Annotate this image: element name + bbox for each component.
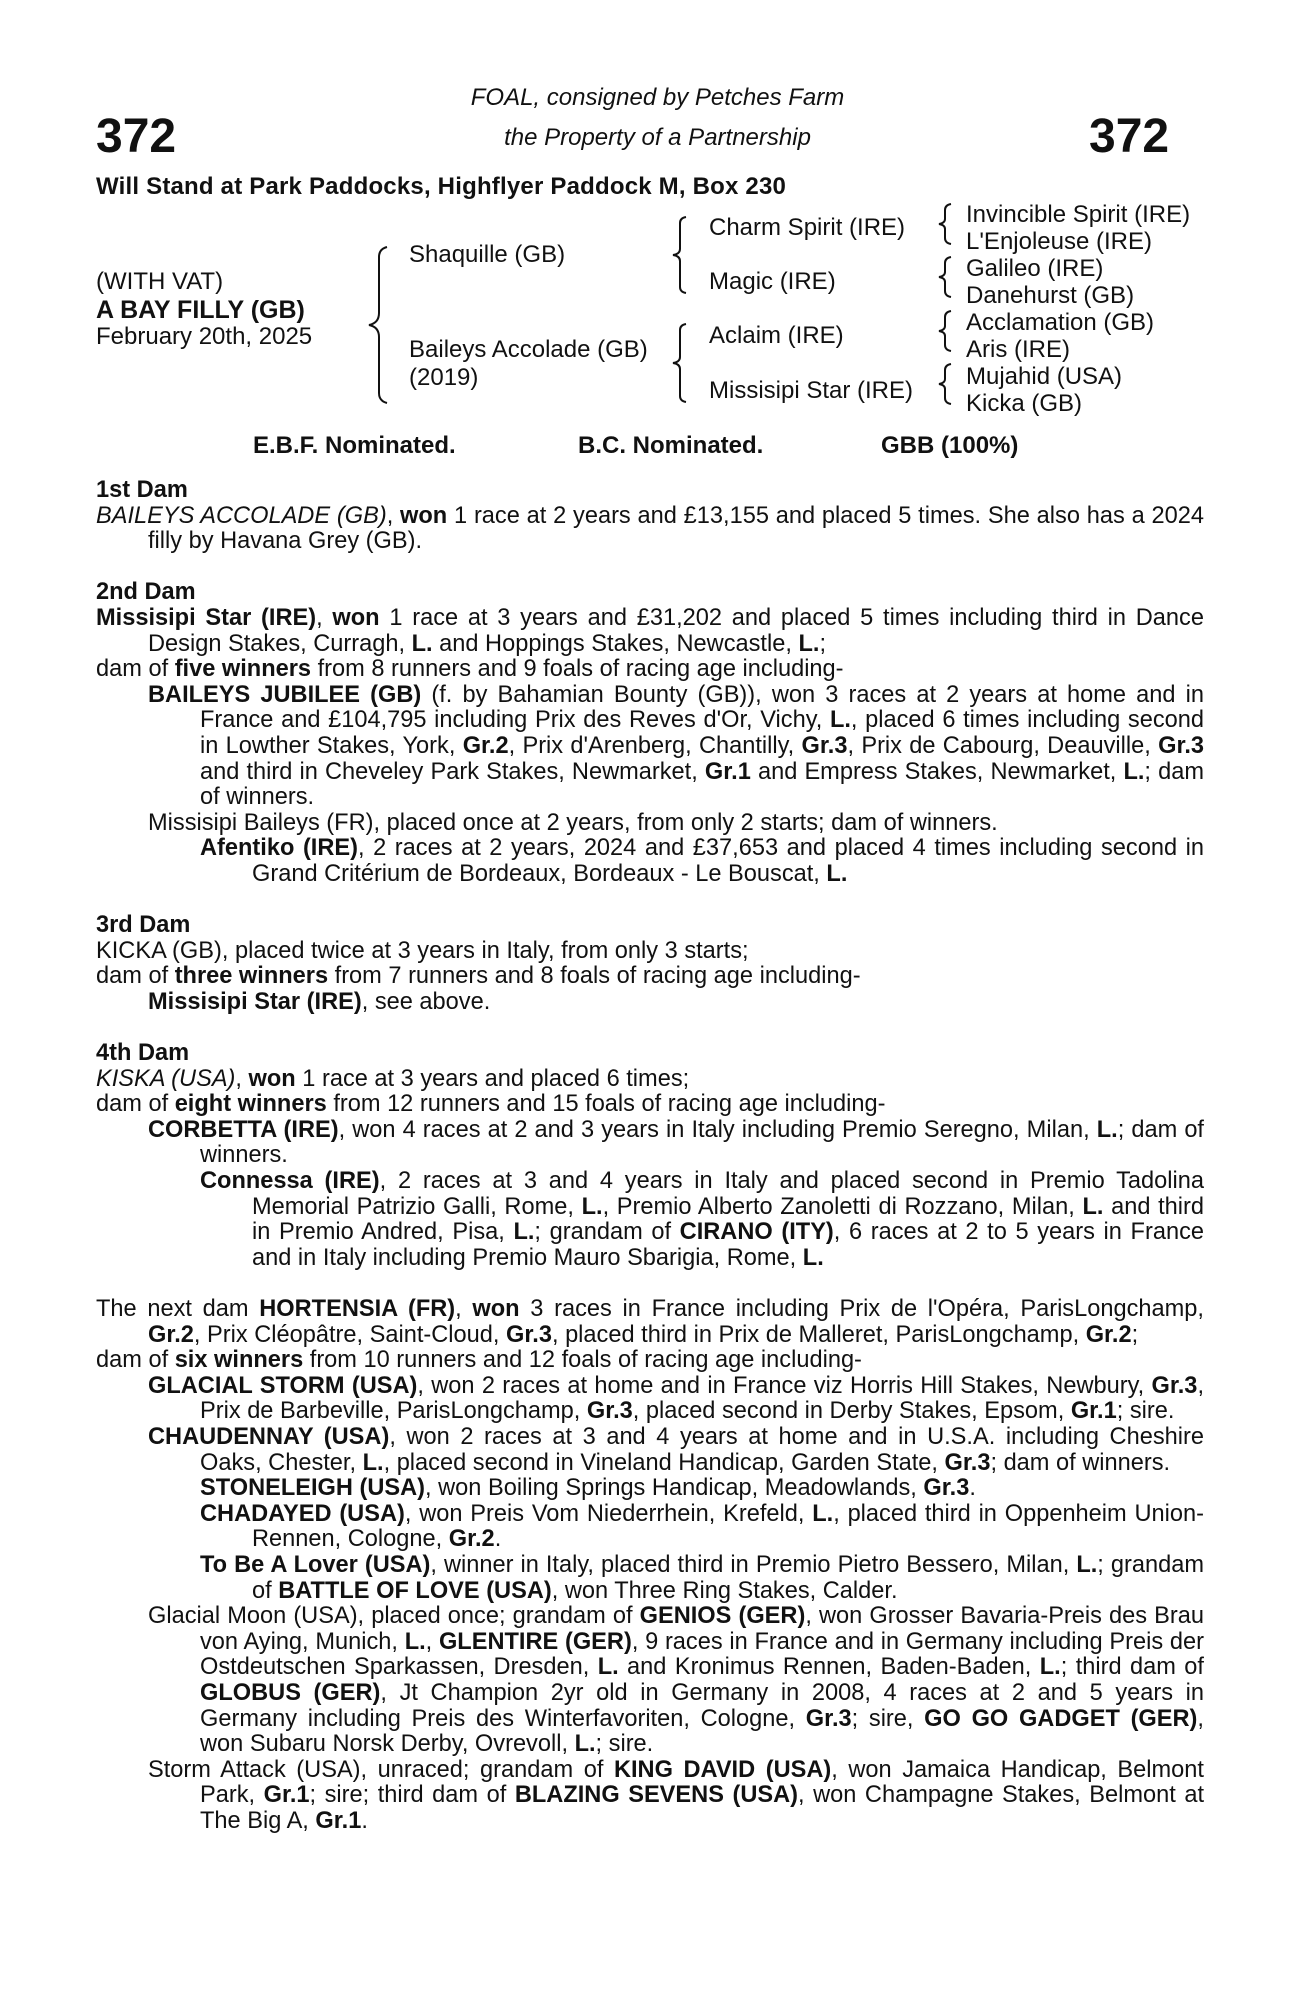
cd-text-3: . <box>494 1526 502 1553</box>
bc-nomination: B.C. Nominated. <box>578 432 764 459</box>
gm-text-7: , Jt Champion 2yr old in Germany in 2008, 4 races at 2 and 5 years in Germany including Preis des Winterfavoriten, Cologne, <box>200 1679 1205 1732</box>
go-go-gadget-name: GO GO GADGET (GER) <box>924 1705 1198 1732</box>
dam4-name: KISKA (USA) <box>96 1065 236 1092</box>
dam1-paragraph: BAILEYS ACCOLADE (GB), won 1 race at 2 years and £13,155 and placed 5 times. She also has a 2024 filly by Havana Grey (GB). <box>96 502 1204 555</box>
cd-text-2: , placed third in Oppenheim Union-Rennen, Cologne, <box>252 1500 1204 1553</box>
baileys-jubilee-entry <box>148 683 1204 811</box>
connessa-listed-4: L. <box>802 1244 824 1271</box>
dam2-won: won <box>332 604 380 631</box>
dam-name: Baileys Accolade (GB) <box>409 336 648 363</box>
tb-text-3: , won Three Ring Stakes, Calder. <box>551 1577 898 1604</box>
st-grade: Gr.3 <box>923 1475 970 1502</box>
corbetta-listed: L. <box>1096 1116 1118 1143</box>
dam-year: (2019) <box>409 364 479 391</box>
genios-name: GENIOS (GER) <box>639 1603 806 1630</box>
missisipi-star-text: , see above. <box>361 988 491 1015</box>
next-dam-of: dam of <box>96 1347 175 1374</box>
dam4-text: 1 race at 3 years and placed 6 times; <box>295 1065 690 1092</box>
gm-listed-1: L. <box>404 1628 426 1655</box>
dam-dam: Missisipi Star (IRE) <box>709 377 914 404</box>
connessa-text-3: and third in Premio Andred, Pisa, <box>252 1193 1205 1246</box>
missisipi-star-ref <box>96 990 1204 1016</box>
st-text-2: . <box>969 1475 976 1502</box>
connessa-text-5: , 6 races at 2 to 5 years in France and in Italy including Premio Mauro Sbarigia, Rome, <box>252 1219 1204 1271</box>
ancestor-2: L'Enjoleuse (IRE) <box>966 228 1152 255</box>
hortensia-grade-3: Gr.2 <box>1085 1321 1132 1348</box>
dam3-runners: from 7 runners and 8 foals of racing age including- <box>328 963 861 990</box>
to-be-a-lover-entry <box>200 1553 1204 1604</box>
chadayed-name: CHADAYED (USA) <box>200 1500 405 1527</box>
dam2-name: Missisipi Star (IRE) <box>96 604 317 631</box>
pedigree-brace-g3 <box>936 309 956 353</box>
gs-text-3: , placed second in Derby Stakes, Epsom, <box>632 1398 1071 1425</box>
hortensia-won: won <box>472 1296 520 1322</box>
lot-number-right: 372 <box>1089 110 1170 163</box>
connessa-listed-3: L. <box>513 1219 535 1246</box>
ch-text-1: , won 2 races at 3 and 4 years at home and in U.S.A. including Cheshire Oaks, Chester, <box>200 1423 1204 1476</box>
dam2-paragraph: Missisipi Star (IRE), won 1 race at 3 years and £31,202 and placed 5 times including third in Dance Design Stakes, Curragh, L. and Hoppings Stakes, Newcastle, L.; <box>96 604 1204 657</box>
dam2-text-3: ; <box>819 630 826 657</box>
connessa-entry <box>200 1169 1204 1271</box>
blazing-sevens-name: BLAZING SEVENS (USA) <box>514 1782 799 1809</box>
dam2-listed-2: L. <box>798 630 820 657</box>
dam2-text-1: 1 race at 3 years and £31,202 and placed 5 times including third in Dance Design Stakes, Curragh, <box>148 604 1204 657</box>
tb-text-2: ; grandam of <box>252 1551 1204 1604</box>
ancestor-4: Danehurst (GB) <box>966 282 1135 309</box>
corbetta-entry <box>148 1118 1204 1169</box>
dam4-produce-line <box>96 1092 1204 1118</box>
horse-name: A BAY FILLY (GB) <box>96 296 305 324</box>
next-produce-line <box>96 1348 1204 1374</box>
connessa-text-2: , Premio Alberto Zanoletti di Rozzano, Milan, <box>602 1193 1083 1220</box>
gm-text-4: , 9 races in France and in Germany including Preis der Ostdeutschen Sparkassen, Dresden, <box>200 1628 1204 1681</box>
dam2-dam-of: dam of <box>96 656 175 683</box>
missisipi-baileys-entry: Missisipi Baileys (FR), placed once at 2 years, from only 2 starts; dam of winners. <box>148 809 998 836</box>
gs-grade-2: Gr.3 <box>586 1398 633 1425</box>
ch-text-2: , placed second in Vineland Handicap, Garden State, <box>383 1449 945 1476</box>
afentiko-text: , 2 races at 2 years, 2024 and £37,653 and placed 4 times including second in Grand Critérium de Bordeaux, Bordeaux - Le Bouscat, <box>252 835 1205 887</box>
jubilee-grade-4: Gr.1 <box>704 758 751 785</box>
sire-dam: Magic (IRE) <box>709 268 836 295</box>
corbetta-text-2: ; dam of winners. <box>200 1116 1204 1169</box>
pedigree-brace-main <box>365 245 395 405</box>
vat-label: (WITH VAT) <box>96 268 224 295</box>
dam2-text-2: and Hoppings Stakes, Newcastle, <box>432 630 799 657</box>
ancestor-7: Mujahid (USA) <box>966 363 1123 390</box>
glacial-moon-entry <box>148 1604 1204 1758</box>
location-line: Will Stand at Park Paddocks, Highflyer Paddock M, Box 230 <box>96 173 787 200</box>
ebf-nomination: E.B.F. Nominated. <box>253 432 456 459</box>
section-2nd-dam-heading: 2nd Dam <box>96 579 196 606</box>
jubilee-text-3: , Prix d'Arenberg, Chantilly, <box>508 732 802 759</box>
pedigree-brace-dam <box>670 322 690 404</box>
st-text-1: , won Boiling Springs Handicap, Meadowlands, <box>425 1475 924 1502</box>
hortensia-text-1: 3 races in France including Prix de l'Opéra, ParisLongchamp, <box>519 1296 1204 1322</box>
ancestor-8: Kicka (GB) <box>966 390 1083 417</box>
stoneleigh-entry <box>200 1476 1204 1502</box>
jubilee-text-5: and third in Cheveley Park Stakes, Newmarket, <box>200 758 705 785</box>
sa-grade-2: Gr.1 <box>315 1807 362 1834</box>
battle-of-love-name: BATTLE OF LOVE (USA) <box>278 1577 552 1604</box>
gm-text-8: ; sire, <box>851 1705 925 1732</box>
connessa-text-4: ; grandam of <box>534 1219 680 1246</box>
ch-text-3: ; dam of winners. <box>990 1449 1171 1476</box>
jubilee-text-1: (f. by Bahamian Bounty (GB)), won 3 races at 2 years at home and in France and £104,795 including Prix des Reves d'Or, Vichy, <box>200 681 1205 734</box>
pedigree-brace-g4 <box>936 362 956 406</box>
sa-text-5: . <box>361 1807 368 1834</box>
catalogue-body <box>96 478 1204 1834</box>
corbetta-text-1: , won 4 races at 2 and 3 years in Italy including Premio Seregno, Milan, <box>338 1116 1097 1143</box>
pedigree-brace-g2 <box>936 255 956 299</box>
consignment-line: FOAL, consigned by Petches Farm <box>470 84 845 111</box>
pedigree-brace-sire <box>670 215 690 295</box>
ch-grade: Gr.3 <box>944 1449 991 1476</box>
jubilee-listed-2: L. <box>1123 758 1145 785</box>
dam2-produce-line <box>96 657 1204 683</box>
ch-listed: L. <box>362 1449 384 1476</box>
dam1-text: 1 race at 2 years and £13,155 and placed 5 times. She also has a 2024 filly by Havana Grey (GB). <box>148 502 1204 555</box>
sa-text-2: , won Jamaica Handicap, Belmont Park, <box>200 1756 1204 1809</box>
connessa-listed-2: L. <box>1082 1193 1104 1220</box>
jubilee-text-2: , placed 6 times including second in Lowther Stakes, York, <box>200 707 1204 759</box>
dam2-winners-count: five winners <box>174 656 312 683</box>
ancestor-6: Aris (IRE) <box>966 336 1070 363</box>
missisipi-star-name: Missisipi Star (IRE) <box>148 988 362 1015</box>
dam1-name: BAILEYS ACCOLADE (GB) <box>96 502 387 529</box>
jubilee-text-7: ; dam of winners. <box>200 758 1204 811</box>
connessa-name: Connessa (IRE) <box>200 1168 380 1195</box>
globus-name: GLOBUS (GER) <box>200 1679 381 1706</box>
glacial-storm-entry <box>148 1374 1204 1425</box>
gm-text-2: , won Grosser Bavaria-Preis des Brau von Aying, Munich, <box>200 1603 1205 1655</box>
jubilee-text-4: , Prix de Cabourg, Deauville, <box>847 732 1159 759</box>
storm-attack-entry <box>148 1758 1204 1835</box>
cd-grade: Gr.2 <box>448 1526 495 1553</box>
gm-listed-3: L. <box>1039 1654 1061 1681</box>
hortensia-grade-2: Gr.3 <box>506 1321 552 1348</box>
next-dam-label: The next dam <box>96 1296 260 1322</box>
corbetta-name: CORBETTA (IRE) <box>148 1116 339 1143</box>
dam2-runners: from 8 runners and 9 foals of racing age including- <box>311 656 844 683</box>
dam3-line: KICKA (GB), placed twice at 3 years in Italy, from only 3 starts; <box>96 937 749 964</box>
next-dam-paragraph: The next dam HORTENSIA (FR), won 3 races in France including Prix de l'Opéra, ParisLongchamp, Gr.2, Prix Cléopâtre, Saint-Cloud, Gr.3, placed third in Prix de Malleret, ParisLongchamp, Gr.2; <box>96 1296 1204 1348</box>
glacial-storm-name: GLACIAL STORM (USA) <box>148 1372 418 1399</box>
pedigree-brace-g1 <box>936 202 956 246</box>
property-line: the Property of a Partnership <box>504 124 811 151</box>
king-david-name: KING DAVID (USA) <box>613 1756 832 1783</box>
hortensia-name: HORTENSIA (FR) <box>259 1296 456 1322</box>
to-be-a-lover-name: To Be A Lover (USA) <box>200 1551 431 1578</box>
hortensia-text-2: , Prix Cléopâtre, Saint-Cloud, <box>193 1321 507 1348</box>
dam-sire: Aclaim (IRE) <box>709 322 844 349</box>
chadayed-entry <box>200 1502 1204 1553</box>
gm-text-1: Glacial Moon (USA), placed once; grandam of <box>148 1603 640 1630</box>
cd-listed: L. <box>812 1500 834 1527</box>
baileys-jubilee-name: BAILEYS JUBILEE (GB) <box>148 681 422 708</box>
gm-text-3: , <box>425 1628 439 1655</box>
gs-text-4: ; sire. <box>1116 1398 1175 1425</box>
lot-number-left: 372 <box>96 110 177 163</box>
stoneleigh-name: STONELEIGH (USA) <box>200 1475 426 1502</box>
next-winners-count: six winners <box>174 1347 304 1374</box>
foaling-date: February 20th, 2025 <box>96 323 313 350</box>
sa-text-3: ; sire; third dam of <box>309 1782 515 1809</box>
tb-text-1: , winner in Italy, placed third in Premio Pietro Bessero, Milan, <box>430 1551 1077 1578</box>
hortensia-text-4: ; <box>1131 1321 1139 1348</box>
dam4-line: KISKA (USA), won 1 race at 3 years and placed 6 times; <box>96 1065 690 1092</box>
afentiko-name: Afentiko (IRE) <box>200 835 358 862</box>
tb-listed: L. <box>1076 1551 1098 1578</box>
ancestor-5: Acclamation (GB) <box>966 309 1155 336</box>
hortensia-grade-1: Gr.2 <box>148 1321 194 1348</box>
jubilee-grade-1: Gr.2 <box>462 732 509 759</box>
cirano-name: CIRANO (ITY) <box>679 1219 834 1246</box>
gm-text-5: and Kronimus Rennen, Baden-Baden, <box>618 1654 1040 1681</box>
dam4-won: won <box>248 1065 296 1092</box>
glentire-name: GLENTIRE (GER) <box>438 1628 632 1655</box>
jubilee-grade-2: Gr.3 <box>801 732 848 759</box>
section-3rd-dam-heading: 3rd Dam <box>96 912 191 939</box>
jubilee-listed-1: L. <box>829 707 851 734</box>
gs-text-2: , Prix de Barbeville, ParisLongchamp, <box>200 1372 1204 1425</box>
sire-sire: Charm Spirit (IRE) <box>709 214 906 241</box>
dam1-won: won <box>400 502 448 529</box>
sa-grade-1: Gr.1 <box>263 1782 310 1809</box>
ancestor-1: Invincible Spirit (IRE) <box>966 201 1191 228</box>
gs-grade-3: Gr.1 <box>1070 1398 1117 1425</box>
chaudennay-name: CHAUDENNAY (USA) <box>148 1423 390 1450</box>
next-runners: from 10 runners and 12 foals of racing age including- <box>303 1347 862 1374</box>
sa-text-4: , won Champagne Stakes, Belmont at The Big A, <box>200 1782 1205 1834</box>
sire-name: Shaquille (GB) <box>409 241 566 268</box>
gm-text-6: ; third dam of <box>1060 1654 1204 1681</box>
chaudennay-entry <box>148 1425 1204 1476</box>
section-1st-dam-heading: 1st Dam <box>96 477 188 503</box>
jubilee-grade-3: Gr.3 <box>1158 732 1205 759</box>
gm-listed-2: L. <box>597 1654 619 1681</box>
afentiko-listed: L. <box>826 860 848 887</box>
connessa-text-1: , 2 races at 3 and 4 years in Italy and placed second in Premio Tadolina Memorial Patrizio Galli, Rome, <box>252 1168 1204 1220</box>
gm-text-10: ; sire. <box>595 1731 654 1758</box>
ancestor-3: Galileo (IRE) <box>966 255 1104 282</box>
dam4-runners: from 12 runners and 15 foals of racing age including- <box>326 1091 886 1118</box>
gs-text-1: , won 2 races at home and in France viz Horris Hill Stakes, Newbury, <box>417 1372 1152 1399</box>
gm-grade-1: Gr.3 <box>805 1705 852 1732</box>
hortensia-text-3: , placed third in Prix de Malleret, ParisLongchamp, <box>551 1321 1086 1348</box>
cd-text-1: , won Preis Vom Niederrhein, Krefeld, <box>404 1500 813 1527</box>
dam4-dam-of: dam of <box>96 1091 175 1118</box>
gs-grade-1: Gr.3 <box>1151 1372 1198 1399</box>
gbb-rating: GBB (100%) <box>881 432 1019 459</box>
dam2-listed-1: L. <box>411 630 433 657</box>
connessa-listed-1: L. <box>581 1193 603 1220</box>
jubilee-text-6: and Empress Stakes, Newmarket, <box>750 758 1124 785</box>
dam3-dam-of: dam of <box>96 963 175 990</box>
afentiko-entry <box>200 836 1204 887</box>
dam3-produce-line <box>96 964 1204 990</box>
section-4th-dam-heading: 4th Dam <box>96 1040 190 1067</box>
sa-text-1: Storm Attack (USA), unraced; grandam of <box>148 1756 614 1783</box>
dam4-winners-count: eight winners <box>174 1091 327 1118</box>
gm-listed-4: L. <box>574 1731 596 1758</box>
gm-text-9: , won Subaru Norsk Derby, Ovrevoll, <box>200 1705 1204 1758</box>
dam3-winners-count: three winners <box>174 963 329 990</box>
